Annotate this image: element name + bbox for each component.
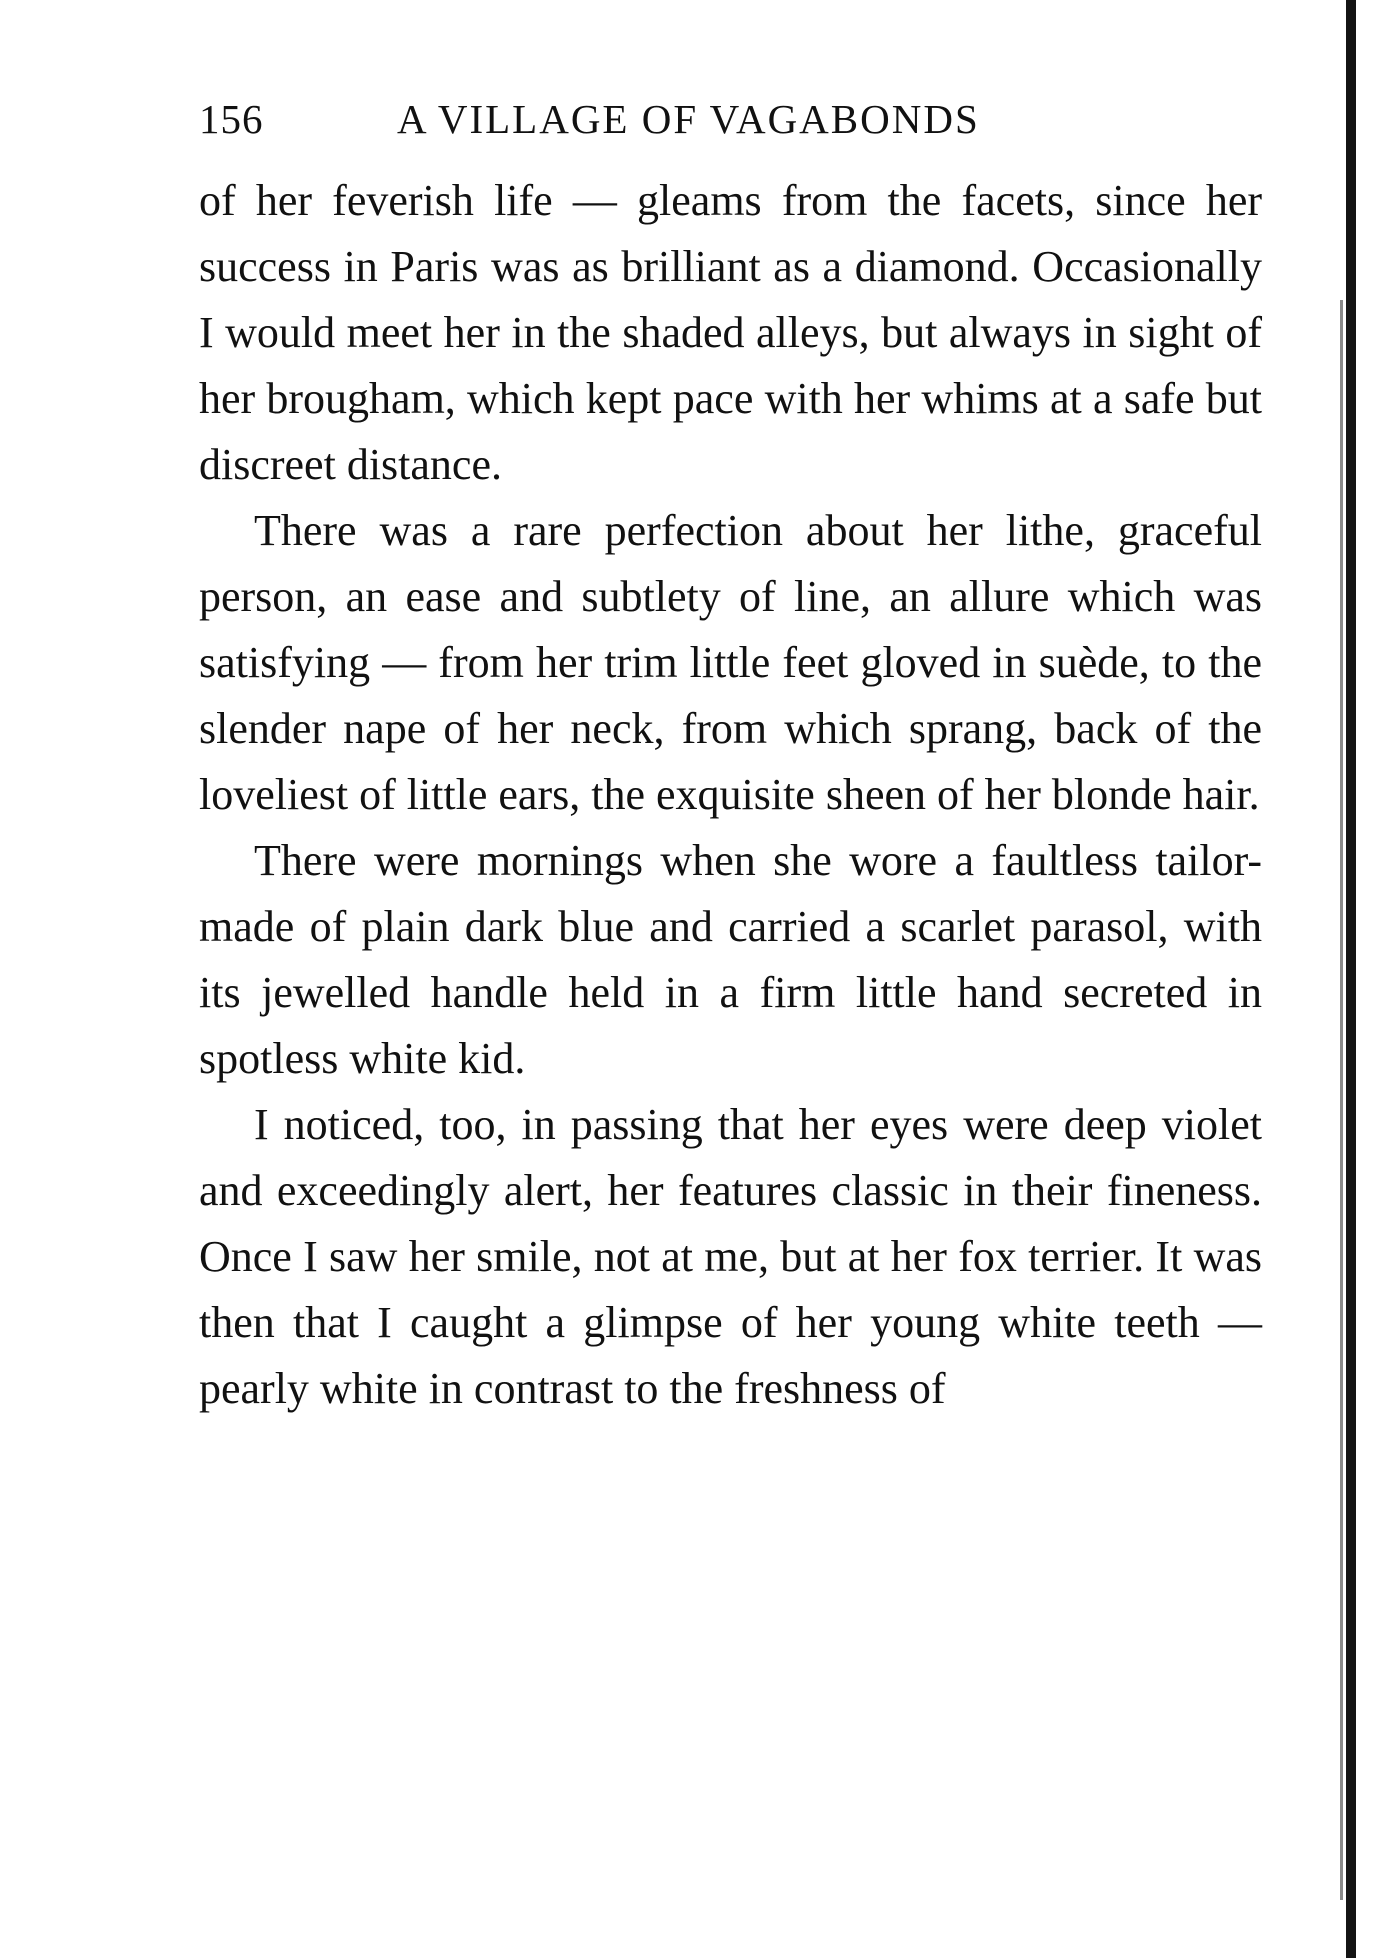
running-head: A VILLAGE OF VAGABONDS — [397, 96, 980, 142]
paragraph: There were mornings when she wore a faultless tailor-made of plain dark blue and carried a scarlet parasol, with its jewelled handle held in a firm little hand secreted in spotless white kid. — [199, 836, 1262, 1083]
page-header — [199, 95, 1262, 145]
body-text — [199, 168, 1262, 1422]
paragraph: I noticed, too, in passing that her eyes were deep violet and exceedingly alert, her features classic in their fineness. Once I saw her smile, not at me, but at her fox terrier. It was then that I caught a glimpse of her young white teeth — pearly white in contrast to the freshness of — [199, 1100, 1262, 1413]
page-edge-shadow — [1340, 300, 1343, 1900]
page-edge-binding — [1346, 0, 1356, 1958]
page-number: 156 — [199, 96, 264, 142]
paragraph-continuation: of her feverish life — gleams from the facets, since her success in Paris was as brilliant as a diamond. Occasionally I would meet her in the shaded alleys, but always in sight of her brougham, which kept pace with her whims at a safe but discreet distance. — [199, 176, 1262, 489]
paragraph: There was a rare perfection about her lithe, graceful person, an ease and subtlety of line, an allure which was satisfying — from her trim little feet gloved in suède, to the slender nape of her neck, from which sprang, back of the loveliest of little ears, the exquisite sheen of her blonde hair. — [199, 506, 1262, 819]
